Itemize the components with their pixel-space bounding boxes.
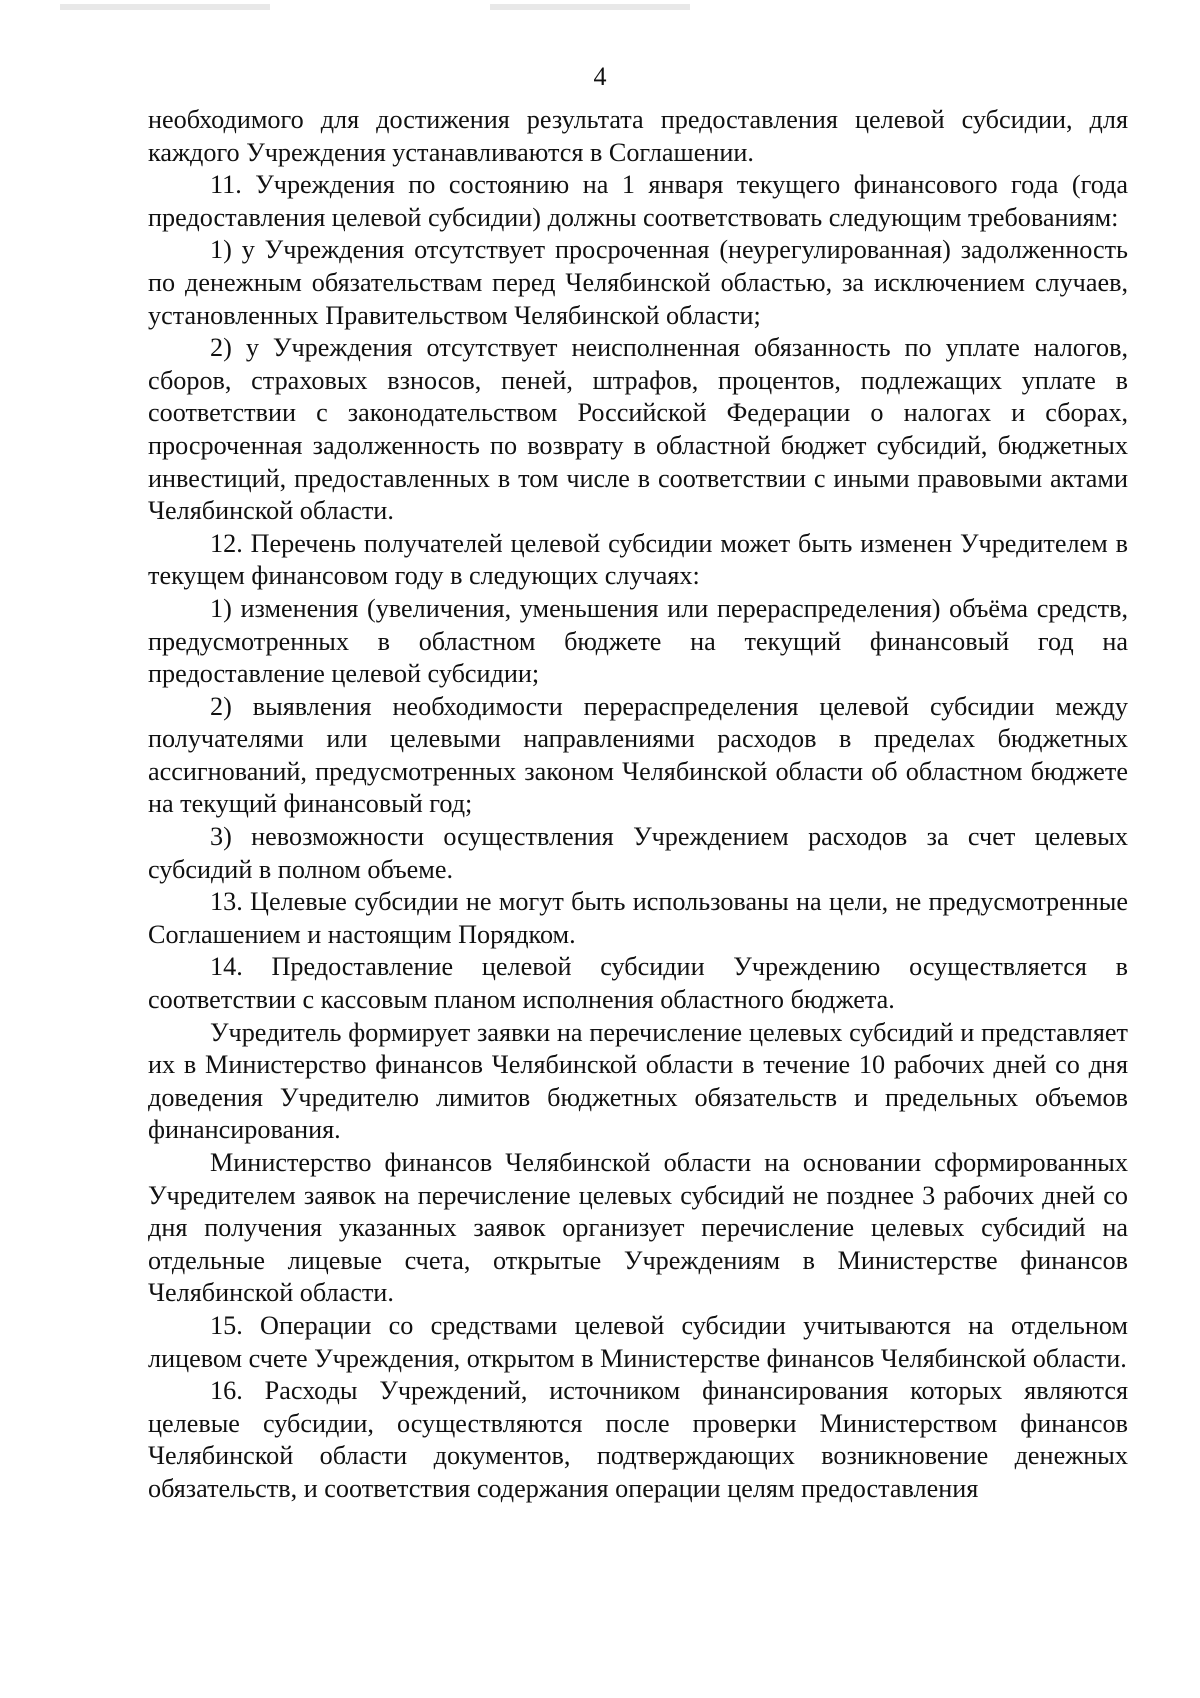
paragraph: 11. Учреждения по состоянию на 1 января текущего финансового года (года предоставления целевой субсидии) должны соответствовать следующим требованиям: — [148, 170, 1128, 232]
paragraph: 12. Перечень получателей целевой субсидии может быть изменен Учредителем в текущем финансовом году в следующих случаях: — [148, 528, 1128, 591]
paragraph: Учредитель формирует заявки на перечисление целевых субсидий и представляет их в Министерство финансов Челябинской области в течение 10 рабочих дней со дня доведения Учредителю лимитов бюджетных обязательств и предельных объемов финансирования. — [148, 1017, 1128, 1145]
paragraph: Министерство финансов Челябинской области на основании сформированных Учредителем заявок на перечисление целевых субсидий не позднее 3 рабочих дней со дня получения указанных заявок организует перечисление целевых субсидий на отдельные лицевые счета, открытые Учреждениям в Министерстве финансов Челябинской области. — [148, 1148, 1128, 1308]
scan-artifact — [490, 4, 690, 10]
scan-artifact — [60, 4, 270, 10]
paragraph: 2) выявления необходимости перераспределения целевой субсидии между получателями или целевыми направлениями расходов в пределах бюджетных ассигнований, предусмотренных законом Челябинской области об областном бюджете на текущий финансовый год; — [148, 691, 1128, 819]
paragraph: 13. Целевые субсидии не могут быть использованы на цели, не предусмотренные Соглашением и настоящим Порядком. — [148, 887, 1128, 949]
paragraph: 14. Предоставление целевой субсидии Учреждению осуществляется в соответствии с кассовым планом исполнения областного бюджета. — [148, 952, 1128, 1015]
paragraph: 16. Расходы Учреждений, источником финансирования которых являются целевые субсидии, осуществляются после проверки Министерством финансов Челябинской области документов, подтверждающих возникновение денежных обязательств, и соответствия содержания операции целям предоставления — [148, 1376, 1128, 1503]
paragraph: 15. Операции со средствами целевой субсидии учитываются на отдельном лицевом счете Учреждения, открытом в Министерстве финансов Челябинской области. — [148, 1310, 1128, 1373]
paragraph: 1) у Учреждения отсутствует просроченная (неурегулированная) задолженность по денежным обязательствам перед Челябинской областью, за исключением случаев, установленных Правительством Челябинской области; — [148, 235, 1128, 330]
paragraph: необходимого для достижения результата предоставления целевой субсидии, для каждого Учреждения устанавливаются в Соглашении. — [148, 105, 1128, 167]
paragraph: 3) невозможности осуществления Учреждением расходов за счет целевых субсидий в полном объеме. — [148, 822, 1128, 884]
paragraph: 1) изменения (увеличения, уменьшения или перераспределения) объёма средств, предусмотренных в областном бюджете на текущий финансовый год на предоставление целевой субсидии; — [148, 593, 1128, 689]
page-number: 4 — [593, 62, 607, 91]
document-body — [148, 104, 1128, 1506]
paragraph: 2) у Учреждения отсутствует неисполненная обязанность по уплате налогов, сборов, страховых взносов, пеней, штрафов, процентов, подлежащих уплате в соответствии с законодательством Российской Федерации о налогах и сборах, просроченная задолженность по возврату в областной бюджет субсидий, бюджетных инвестиций, предоставленных в том числе в соответствии с иными правовыми актами Челябинской области. — [148, 333, 1128, 526]
